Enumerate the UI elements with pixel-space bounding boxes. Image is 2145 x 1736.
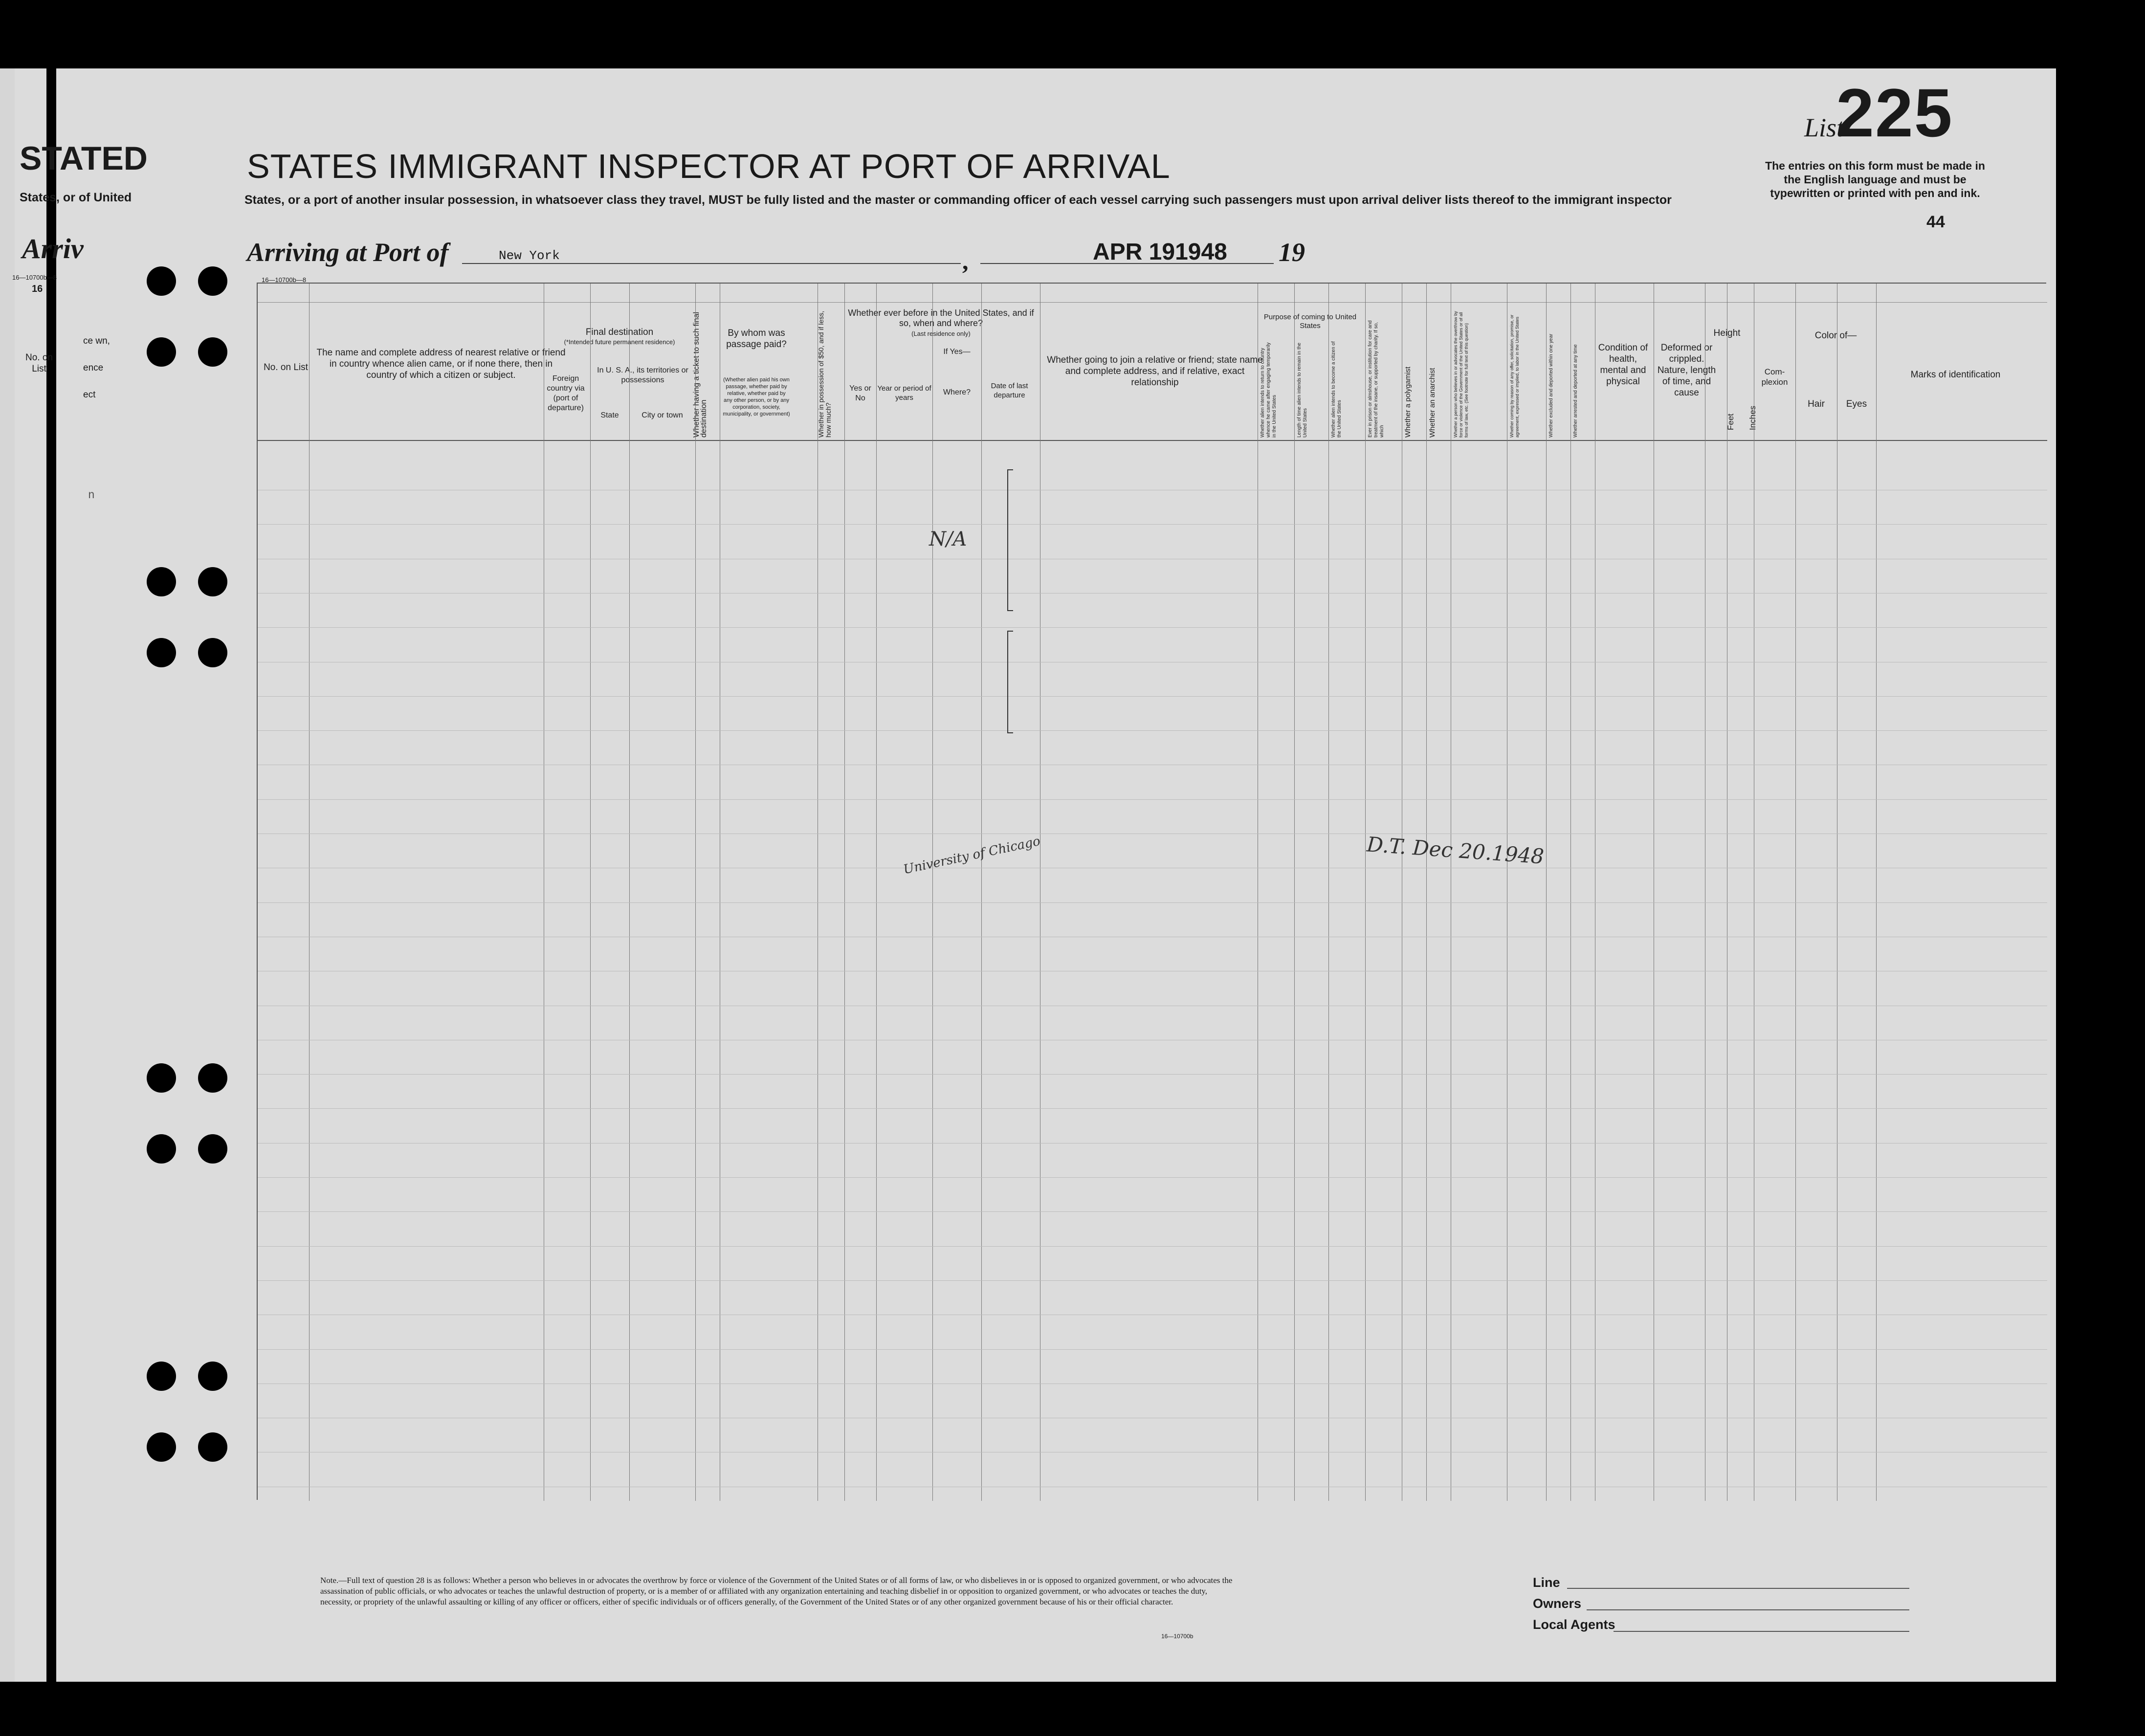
header-if-yes: If Yes— <box>943 348 971 356</box>
row-line <box>258 696 2047 697</box>
column-number-rule <box>258 302 2047 303</box>
row-line <box>258 902 2047 903</box>
row-line <box>258 1280 2047 1281</box>
column-divider <box>932 284 933 1501</box>
column-divider <box>629 284 630 1501</box>
list-number <box>1836 73 1953 153</box>
manifest-table <box>257 283 2046 1500</box>
header-usa: In U. S. A., its territories or possessions <box>597 366 688 384</box>
row-line <box>258 799 2047 800</box>
row-line <box>258 1211 2047 1212</box>
row-line <box>258 1108 2047 1109</box>
header-money: Whether in possession of $50, and if less, how much? <box>817 310 832 438</box>
handwritten-na: N/A <box>929 528 967 550</box>
stub-arriving: Arriv <box>22 233 84 264</box>
line-field <box>1567 1588 1909 1589</box>
header-rule <box>258 440 2047 441</box>
punch-hole <box>198 638 227 667</box>
stub-header-no: No. on List <box>25 352 53 374</box>
header-passage-sub: (Whether alien paid his own passage, whether paid by relative, whether paid by any other person, or by any corporation, society, municipality, or government) <box>723 377 790 417</box>
stub-subtitle: States, or of United <box>20 191 132 204</box>
header-hair: Hair <box>1808 399 1825 409</box>
punch-hole <box>147 638 176 667</box>
header-q31: Whether arrested and deported at any time <box>1573 344 1578 438</box>
stub-col-number: 16 <box>32 284 43 294</box>
header-city: City or town <box>641 411 683 419</box>
punch-hole <box>198 1063 227 1093</box>
year-prefix: 19 <box>1279 238 1305 267</box>
punch-hole <box>147 1063 176 1093</box>
row-line <box>258 627 2047 628</box>
handwritten-stamp-row12: D.T. Dec 20.1948 <box>1366 832 1545 869</box>
row-line <box>258 1177 2047 1178</box>
header-passage: By whom was passage paid? <box>726 328 787 350</box>
port-line <box>462 263 961 264</box>
arriving-label: Arriving at Port of <box>247 238 449 267</box>
page-subtitle: States, or a port of another insular possession, in whatsoever class they travel, MUST be fully listed and the master or commanding officer of each vessel carrying such passengers must upon arrival deliver lists thereof to the immigrant inspector <box>244 193 1672 207</box>
header-yes-no: Yes or No <box>849 384 871 402</box>
column-divider <box>1365 284 1366 1501</box>
header-deformed: Deformed or crippled. Nature, length of time, and cause <box>1657 343 1716 398</box>
header-foreign-country: Foreign country via (port of departure) <box>547 374 585 412</box>
row-line <box>258 1074 2047 1075</box>
header-q29: Whether coming by reason of any offer, solicitation, promise, or agreement, expressed or implied, to labor in the United States <box>1509 314 1520 438</box>
header-anarchist: Whether an anarchist <box>1428 368 1437 438</box>
header-purpose-return: Whether alien intends to return to country whence he came after engaging temporarily in the United States <box>1260 342 1277 438</box>
header-eyes: Eyes <box>1846 399 1867 409</box>
header-feet: Feet <box>1726 413 1735 430</box>
header-ever-before: Whether ever before in the United States, and if so, when and where? <box>848 308 1034 328</box>
instructions-note: The entries on this form must be made in the English language and must be typewritten or printed with pen and ink. <box>1765 159 1985 199</box>
comma: , <box>962 247 969 275</box>
header-going-to-join: Whether going to join a relative or friend; state name and complete address, and if relative, exact relationship <box>1047 355 1263 388</box>
local-agents-field <box>1614 1631 1909 1632</box>
handwritten-university: University of Chicago <box>902 834 1042 878</box>
header-date-departure: Date of last departure <box>991 382 1028 399</box>
punch-hole <box>198 266 227 296</box>
page-title: STATES IMMIGRANT INSPECTOR AT PORT OF ARRIVAL <box>247 147 1171 185</box>
header-height: Height <box>1713 328 1741 338</box>
punch-hole <box>147 1432 176 1462</box>
column-divider <box>876 284 877 1501</box>
footnote-q28: Note.—Full text of question 28 is as follows: Whether a person who believes in or advocates the overthrow by force or violence of the Government of the United States or of all forms of law, or who disbelieves in or is opposed to organized government, or who advocates the assassination of public officials, or who advocates or teaches the unlawful destruction of property, or is a member of or affiliated with any organization entertaining and teaching disbelief in or opposition to organized government, or who advocates or teaches the duty, necessity, or propriety of the unlawful assaulting or killing of any officer or officers, either of specific individuals or of officers generally, of the Government of the United States or of any other organized government because of his or their official character. <box>320 1576 1233 1606</box>
owners-field <box>1587 1609 1909 1610</box>
column-divider <box>1546 284 1547 1501</box>
stub-form-code: 16—10700b—8 <box>12 274 57 281</box>
local-agents-label: Local Agents <box>1533 1617 1615 1632</box>
column-divider <box>1426 284 1427 1501</box>
list-number-value: 225 <box>1836 74 1953 151</box>
header-q30: Whether excluded and deported within one year <box>1548 333 1554 438</box>
footer-form-code: 16—10700b <box>1161 1633 1194 1640</box>
column-divider <box>590 284 591 1501</box>
header-purpose-citizen: Whether alien intends to become a citizen of the United States <box>1331 341 1342 438</box>
punch-hole <box>147 1362 176 1391</box>
header-year: Year or period of years <box>877 384 931 402</box>
line-label: Line <box>1533 1575 1560 1590</box>
row-line <box>258 524 2047 525</box>
bracket-rows-1-4 <box>1007 469 1013 611</box>
header-q28: Whether a person who believes in or advocates the overthrow by force or violence of the Government of the United States or of all forms of law, etc. (See footnote for full text of this question) <box>1453 311 1469 438</box>
page-number: 44 <box>1926 213 1945 231</box>
column-divider <box>1795 284 1796 1501</box>
punch-hole <box>198 1134 227 1164</box>
owners-label: Owners <box>1533 1596 1582 1611</box>
column-divider <box>309 284 310 1501</box>
header-purpose-length: Length of time alien intends to remain in the United States <box>1297 342 1308 438</box>
port-value: New York <box>499 248 560 263</box>
row-line <box>258 1349 2047 1350</box>
punch-hole <box>147 1134 176 1164</box>
column-divider <box>981 284 982 1501</box>
row-line <box>258 1246 2047 1247</box>
column-divider <box>844 284 845 1501</box>
arrival-date-stamp: APR 191948 <box>1093 239 1227 265</box>
header-marks: Marks of identification <box>1910 370 2001 380</box>
header-no-on-list: No. on List <box>264 362 308 373</box>
punch-hole <box>198 337 227 367</box>
stub-title: STATED <box>20 140 148 177</box>
punch-hole <box>147 337 176 367</box>
punch-hole <box>198 1362 227 1391</box>
header-final-destination-sub: (*Intended future permanent residence) <box>564 338 675 346</box>
row-line <box>258 730 2047 731</box>
stub-header-residence: ce wn, ence ect <box>83 336 110 400</box>
punch-hole <box>147 266 176 296</box>
header-color: Color of— <box>1814 330 1857 341</box>
form-code: 16—10700b—8 <box>262 276 307 284</box>
header-ever-before-sub: (Last residence only) <box>911 330 971 337</box>
column-divider <box>1328 284 1329 1501</box>
column-divider <box>1570 284 1571 1501</box>
header-prison: Ever in prison or almshouse, or institution for care and treatment of the insane, or supported by charity. If so, which <box>1368 320 1385 438</box>
list-label: List <box>1804 113 1844 142</box>
header-state: State <box>600 411 619 419</box>
column-divider <box>1294 284 1295 1501</box>
header-polygamist: Whether a polygamist <box>1404 366 1412 438</box>
binding-shadow <box>46 68 56 1736</box>
header-final-destination: Final destination <box>585 327 654 337</box>
header-relative: The name and complete address of nearest relative or friend in country whence alien came, or if none there, then in country of which a citizen or subject. <box>316 348 566 380</box>
column-divider <box>695 284 696 1501</box>
header-complexion: Com-plexion <box>1761 367 1788 387</box>
header-inches: Inches <box>1748 405 1757 430</box>
punch-hole <box>198 567 227 596</box>
punch-hole <box>198 1432 227 1462</box>
column-divider <box>1876 284 1877 1501</box>
bracket-rows-5-8 <box>1007 631 1013 733</box>
header-ticket: Whether having a ticket to such final destination <box>692 311 708 438</box>
header-purpose: Purpose of coming to United States <box>1263 313 1357 330</box>
header-where: Where? <box>943 388 971 396</box>
punch-hole <box>147 567 176 596</box>
header-health: Condition of health, mental and physical <box>1598 343 1648 387</box>
stub-row1-text: n <box>88 489 95 502</box>
